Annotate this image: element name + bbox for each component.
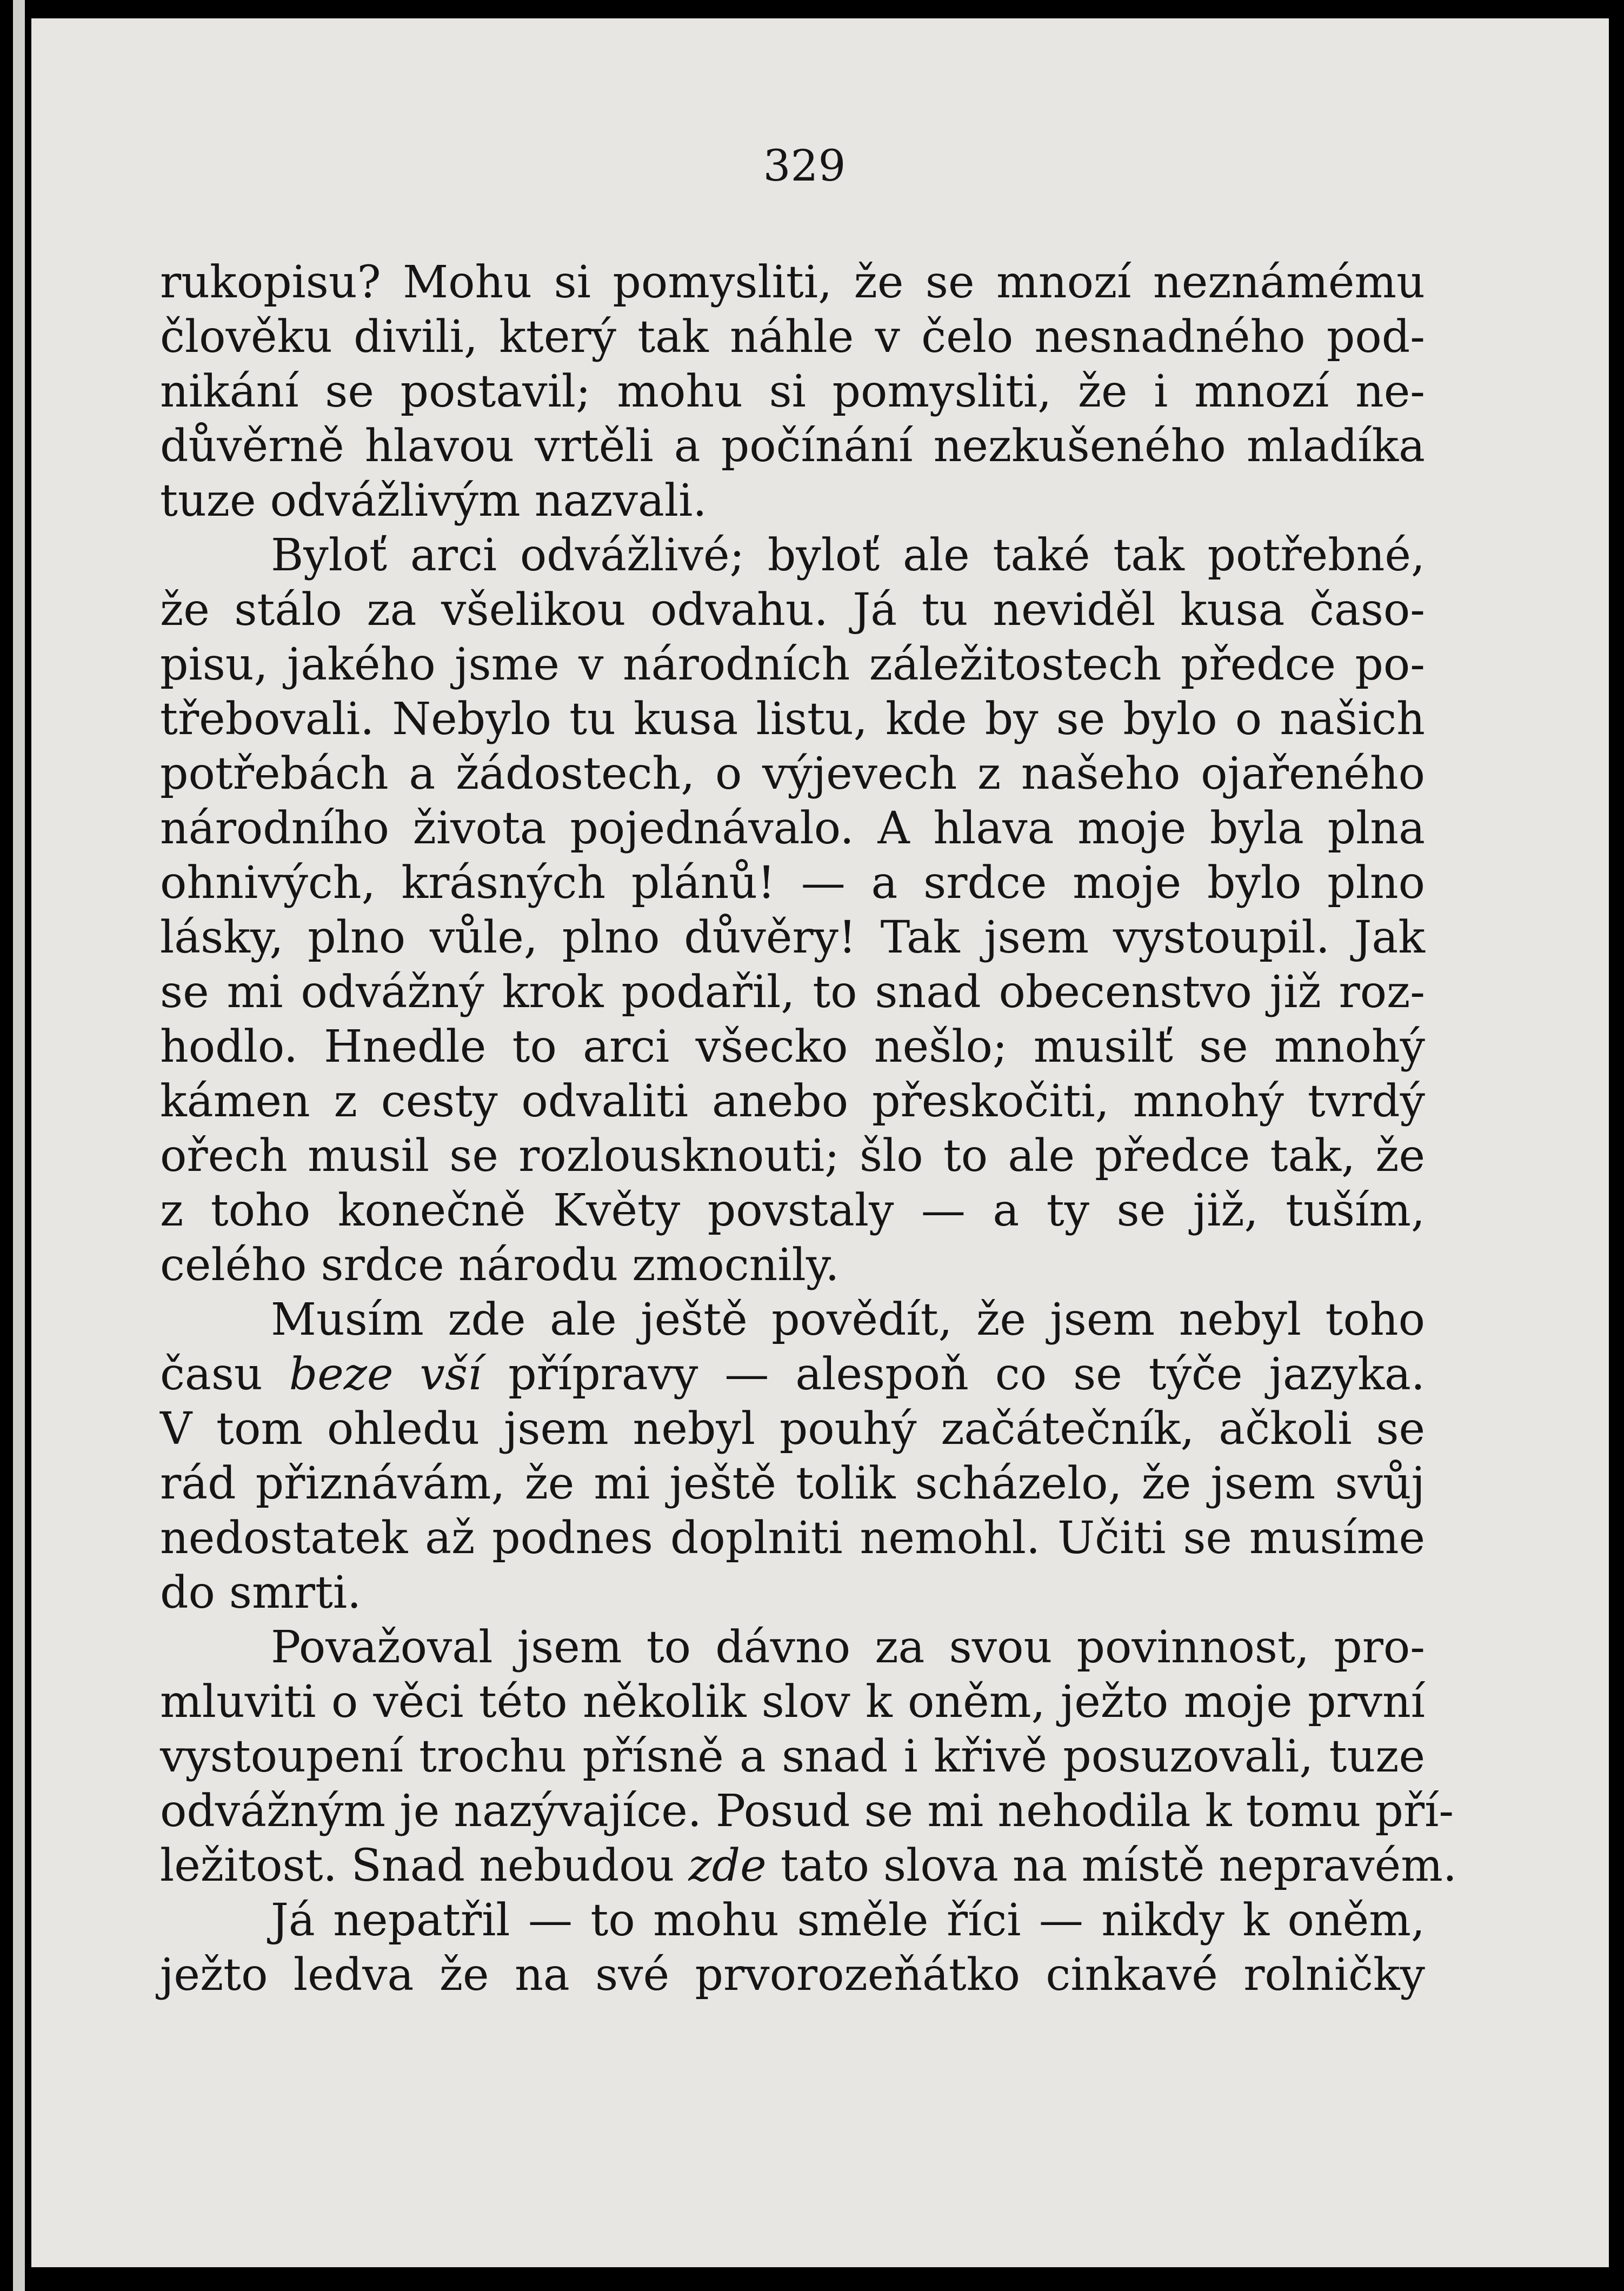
text-segment: Považoval jsem to dávno za svou povinnost, pro- (271, 1622, 1425, 1673)
text-segment: člověku divili, který tak náhle v čelo nesnadného pod- (160, 311, 1425, 363)
text-line (160, 1729, 1425, 1784)
text-segment: národního života pojednávalo. A hlava moje byla plna (160, 803, 1425, 854)
text-segment: ořech musil se rozlousknouti; šlo to ale předce tak, že (160, 1130, 1425, 1182)
text-line (160, 801, 1425, 856)
text-segment: do smrti. (160, 1567, 362, 1619)
text-line (160, 1948, 1425, 2002)
text-segment: potřebách a žádostech, o výjevech z našeho ojařeného (160, 748, 1425, 800)
text-segment: lásky, plno vůle, plno důvěry! Tak jsem vystoupil. Jak (160, 912, 1425, 963)
text-line (160, 965, 1425, 1020)
text-segment: ježto ledva že na své prvorozeňátko cinkavé rolničky (160, 1949, 1425, 2001)
text-segment: ležitost. Snad nebudou (160, 1840, 689, 1892)
text-line (160, 1839, 1457, 1893)
emphasis-text: zde (688, 1840, 767, 1892)
text-segment: času (160, 1349, 289, 1400)
text-line (160, 1402, 1425, 1456)
text-line (160, 1238, 1425, 1293)
text-line (160, 1129, 1425, 1183)
text-line (160, 583, 1425, 637)
text-line (160, 856, 1425, 910)
text-line (160, 1347, 1425, 1402)
paragraph-first-line (160, 1620, 1425, 1675)
text-segment: rukopisu? Mohu si pomysliti, že se mnozí neznámému (160, 257, 1425, 308)
text-line (160, 1784, 1454, 1839)
text-line (160, 1511, 1425, 1566)
emphasis-text: beze vší (289, 1349, 482, 1400)
text-segment: celého srdce národu zmocnily. (160, 1240, 840, 1291)
text-segment: mluviti o věci této několik slov k oněm, ježto moje první (160, 1676, 1425, 1728)
text-line (160, 910, 1425, 965)
text-segment: se mi odvážný krok podařil, to snad obecenstvo již roz- (160, 967, 1425, 1018)
text-line (160, 1074, 1425, 1129)
text-line (160, 747, 1425, 801)
text-line (160, 474, 1425, 528)
text-line (160, 1566, 1425, 1620)
text-line (160, 1675, 1425, 1729)
text-segment: nedostatek až podnes doplniti nemohl. Učiti se musíme (160, 1513, 1425, 1564)
text-segment: z toho konečně Květy povstaly — a ty se již, tuším, (160, 1185, 1425, 1236)
text-line (160, 1020, 1425, 1074)
text-segment: vystoupení trochu přísně a snad i křivě posuzovali, tuze (160, 1731, 1425, 1782)
body-text (160, 255, 1457, 2002)
text-segment: rád přiznávám, že mi ještě tolik scházelo, že jsem svůj (160, 1458, 1425, 1509)
text-line (160, 637, 1425, 692)
text-segment: hodlo. Hnedle to arci všecko nešlo; musilť se mnohý (160, 1021, 1425, 1073)
paragraph-first-line (160, 1893, 1425, 1948)
text-segment: tuze odvážlivým nazvali. (160, 475, 707, 527)
text-segment: tato slova na místě nepravém. (766, 1840, 1457, 1892)
text-segment: ohnivých, krásných plánů! — a srdce moje bylo plno (160, 857, 1425, 909)
text-segment: V tom ohledu jsem nebyl pouhý začátečník, ačkoli se (160, 1403, 1425, 1455)
text-segment: kámen z cesty odvaliti anebo přeskočiti, mnohý tvrdý (160, 1076, 1425, 1127)
text-segment: nikání se postavil; mohu si pomysliti, že i mnozí ne- (160, 366, 1425, 417)
page-number: 329 (763, 141, 846, 191)
text-line (160, 364, 1425, 419)
text-line (160, 310, 1425, 364)
text-segment: důvěrně hlavou vrtěli a počínání nezkušeného mladíka (160, 421, 1425, 472)
text-segment: třebovali. Nebylo tu kusa listu, kde by se bylo o našich (160, 694, 1425, 745)
text-segment: Musím zde ale ještě povědít, že jsem nebyl toho (271, 1294, 1425, 1346)
binding-edge (13, 0, 25, 2291)
book-page (31, 18, 1609, 2267)
text-segment: Já nepatřil — to mohu směle říci — nikdy k oněm, (271, 1895, 1425, 1946)
text-segment: přípravy — alespoň co se týče jazyka. (482, 1349, 1425, 1400)
paragraph-first-line (160, 1293, 1425, 1347)
text-segment: pisu, jakého jsme v národních záležitostech předce po- (160, 639, 1425, 690)
text-line (160, 419, 1425, 474)
text-line (160, 255, 1425, 310)
text-segment: že stálo za všelikou odvahu. Já tu neviděl kusa časo- (160, 584, 1425, 636)
paragraph-first-line (160, 528, 1425, 583)
text-segment: odvážným je nazývajíce. Posud se mi nehodila k tomu pří- (160, 1786, 1454, 1837)
text-segment: Byloť arci odvážlivé; byloť ale také tak potřebné, (271, 530, 1425, 581)
text-line (160, 1183, 1425, 1238)
text-line (160, 692, 1425, 747)
text-line (160, 1456, 1425, 1511)
